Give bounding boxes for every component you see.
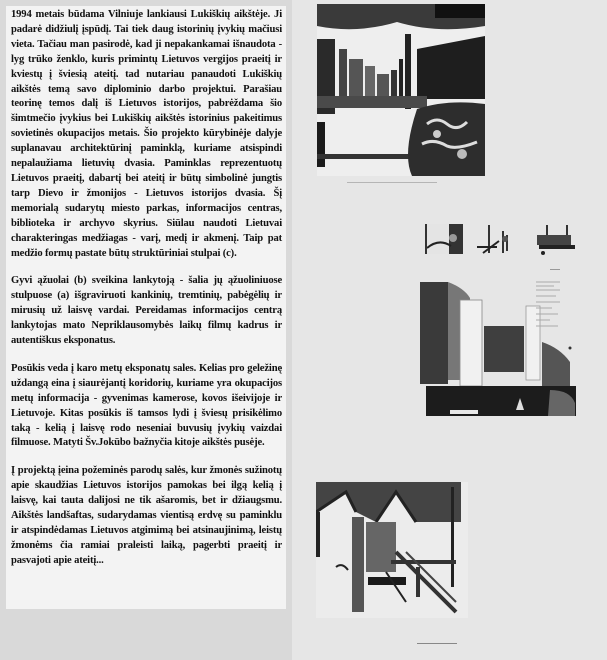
- site-plan: [420, 278, 580, 416]
- detail-sketch-b: [477, 225, 515, 255]
- caption-rule: [417, 643, 457, 644]
- paragraph-war-exhibits: Posūkis veda į karo metų eksponatų sales. Kelias pro geležinę uždangą eina į siaurėjantį koridorių, kuriame yra okupacijos metų informacija - gyvenimas kamerose, kovos išeivijoje ir Lietuvoje. Kitas posūkis iš tamsos lydi į šviesų prisikėlimo taką - kelią į laisvę rodo neseniai buvusių įvykių vaizdai filmuose. Matyti Šv.Jokūbo bažnyčia kitoje aikštės pusėje.: [11, 362, 282, 449]
- caption-rule: [550, 269, 560, 270]
- paragraph-underground-halls: Į projektą įeina požeminės parodų salės, kur žmonės sužinotų apie skaudžias Lietuvos istorijos pamokas bei ilgą kelią į laisvę, kai tauta dalijosi ne tik ašaromis, bet ir džiaugsmu. Aikštės landšaftas, sudarydamas vientisą erdvę su paminklu ir atspindėdamas Lietuvos atgimimą bei atsinaujinimą, leistų žmonėms čia ramiai praleisti laiką, pagerbti praeitį ir pasvajoti apie ateitį...: [11, 465, 282, 566]
- paragraph-intro: 1994 metais būdama Vilniuje lankiausi Lukiškių aikštėje. Ji padarė didžiulį įspūdį. Tai tiek daug istorinių įvykių mačiusi vieta. Tačiau man pasirodė, kad ji nepakankamai išnaudota - lyg trūko ženklo, kuris primintų Lietuvos vergijos praeitį ir kviestų į šviesią ateitį. tad nutariau panaudoti Lukiškių aikštės temą savo diplominio darbo projektui. Parašiau teorinę temos dalį iš Lietuvos istorijos, pabrėždama šio šimtmečio įvykius bei Lukiškių aikštės istorinius pakeitimus sovietinės okupacijos metais. Šio projekto kūrybinėje dalyje suplanavau architektūrinį paminklą, kuriame atsispindi nepalaužiama lietuvių dvasia. Paminklas reprezentuotų Lietuvos praeitį, dabartį bei ateitį ir būtų simbolinė jungtis tarp Dievo ir žmonijos - Lietuvos istorijos dvasia. Šį memorialą sudarytų miesto parkas, informacijos centras, biblioteka ir archyvo skyrius. Siūlau naudoti Lietuvai charakteringas medžiagas - varį, medį ir akmenį. Taip pat medžio formų pastate būtų struktūriniai stulpai (c).: [11, 9, 282, 259]
- caption-rule: [347, 182, 437, 183]
- figures-column: [292, 0, 607, 660]
- street-perspective-sketch: [317, 4, 485, 176]
- interior-perspective-sketch: [316, 482, 468, 618]
- detail-sketch-c: [537, 225, 577, 257]
- article-text-column: [6, 6, 286, 609]
- paragraph-oaks: Gyvi ąžuolai (b) sveikina lankytoją - šalia jų ąžuoliniuose stulpuose (a) išgraviruoti kankinių, tremtinių, pabėgėlių ir mirusių už laisvę vardai. Pereidamas informacijos centrą lankytojas mato Nepriklausomybės laikų filmų kadrus ir autentiškus eksponatus.: [11, 275, 282, 347]
- detail-sketch-a: [425, 224, 463, 254]
